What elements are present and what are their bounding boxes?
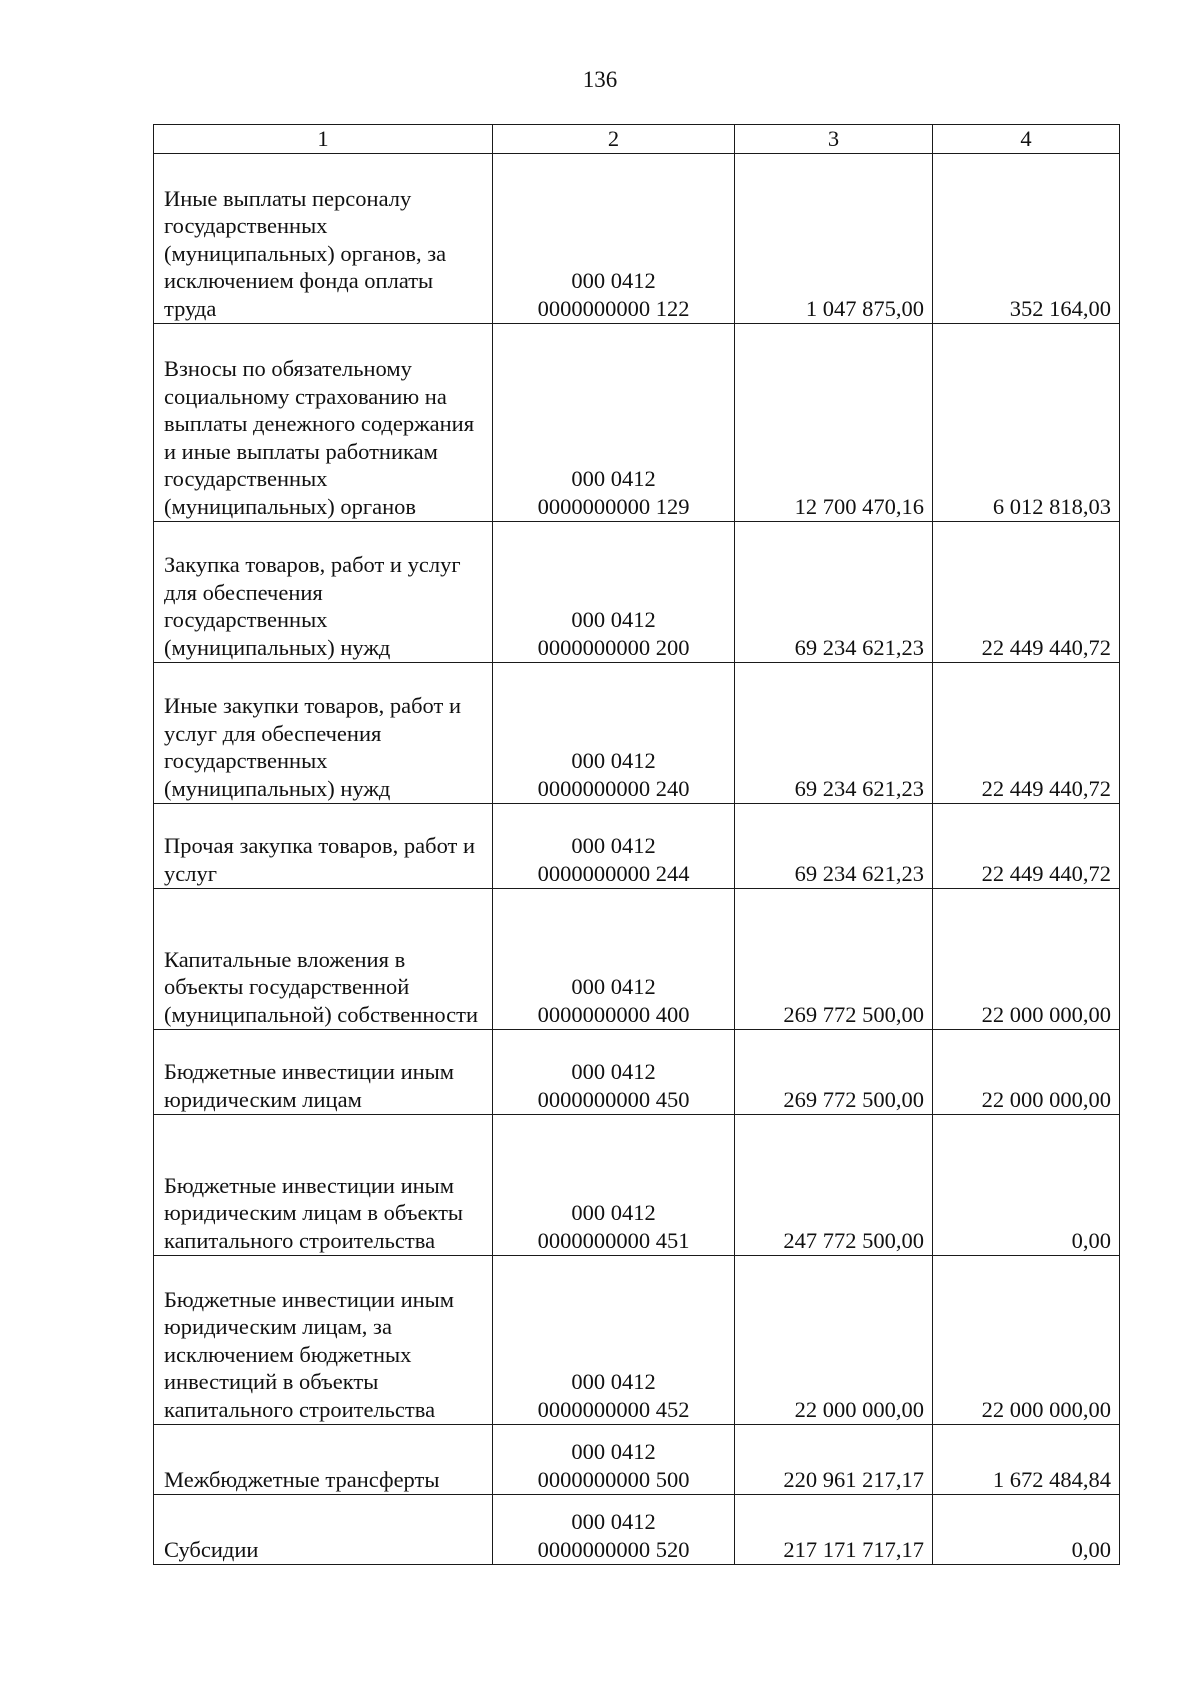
amount-col4: 6 012 818,03 <box>933 324 1120 522</box>
amount-col3: 1 047 875,00 <box>735 154 933 324</box>
header-cell-4: 4 <box>933 125 1120 154</box>
amount-col4: 22 000 000,00 <box>933 1030 1120 1115</box>
amount-col3: 220 961 217,17 <box>735 1425 933 1495</box>
table-row <box>154 804 1120 889</box>
budget-code <box>493 154 735 324</box>
expense-name: Бюджетные инвестиции иным юридическим лицам <box>154 1030 493 1115</box>
budget-table <box>153 124 1120 1565</box>
table-row <box>154 1030 1120 1115</box>
code-item: 0000000000 450 <box>537 1086 690 1112</box>
header-cell-2: 2 <box>493 125 735 154</box>
budget-code <box>493 1256 735 1425</box>
code-section: 000 0412 <box>571 1059 656 1084</box>
amount-col4: 22 000 000,00 <box>933 889 1120 1030</box>
code-item: 0000000000 240 <box>537 775 690 801</box>
table-header-row <box>154 125 1120 154</box>
amount-col4: 1 672 484,84 <box>933 1425 1120 1495</box>
table-header <box>154 125 1120 154</box>
code-section: 000 0412 <box>571 268 656 293</box>
amount-col4: 22 449 440,72 <box>933 804 1120 889</box>
budget-code <box>493 1030 735 1115</box>
header-cell-3: 3 <box>735 125 933 154</box>
expense-name: Иные выплаты персоналу государственных (муниципальных) органов, за исключением фонда оплаты труда <box>154 154 493 324</box>
budget-code <box>493 804 735 889</box>
table-row <box>154 663 1120 804</box>
table-row <box>154 324 1120 522</box>
expense-name: Капитальные вложения в объекты государственной (муниципальной) собственности <box>154 889 493 1030</box>
budget-code <box>493 1425 735 1495</box>
table-row <box>154 889 1120 1030</box>
amount-col3: 269 772 500,00 <box>735 1030 933 1115</box>
amount-col4: 22 449 440,72 <box>933 522 1120 663</box>
table-body <box>154 154 1120 1565</box>
amount-col3: 269 772 500,00 <box>735 889 933 1030</box>
expense-name: Иные закупки товаров, работ и услуг для обеспечения государственных (муниципальных) нужд <box>154 663 493 804</box>
expense-name: Бюджетные инвестиции иным юридическим лицам, за исключением бюджетных инвестиций в объекты капитального строительства <box>154 1256 493 1425</box>
page-number: 136 <box>582 67 618 92</box>
amount-col3: 69 234 621,23 <box>735 804 933 889</box>
code-section: 000 0412 <box>571 833 656 858</box>
expense-name: Взносы по обязательному социальному страхованию на выплаты денежного содержания и иные выплаты работникам государственных (муниципальных) органов <box>154 324 493 522</box>
amount-col4: 352 164,00 <box>933 154 1120 324</box>
code-section: 000 0412 <box>571 1439 656 1464</box>
table-row <box>154 1495 1120 1565</box>
table-row <box>154 1256 1120 1425</box>
code-section: 000 0412 <box>571 748 656 773</box>
header-cell-1: 1 <box>154 125 493 154</box>
code-item: 0000000000 122 <box>537 295 690 321</box>
code-item: 0000000000 129 <box>537 493 690 519</box>
code-section: 000 0412 <box>571 1200 656 1225</box>
budget-code <box>493 1495 735 1565</box>
budget-code <box>493 324 735 522</box>
budget-code <box>493 1115 735 1256</box>
amount-col4: 22 449 440,72 <box>933 663 1120 804</box>
amount-col3: 69 234 621,23 <box>735 522 933 663</box>
code-section: 000 0412 <box>571 466 656 491</box>
expense-name: Межбюджетные трансферты <box>154 1425 493 1495</box>
amount-col4: 22 000 000,00 <box>933 1256 1120 1425</box>
budget-code <box>493 522 735 663</box>
budget-code <box>493 663 735 804</box>
code-item: 0000000000 520 <box>537 1536 690 1562</box>
code-item: 0000000000 200 <box>537 634 690 660</box>
code-section: 000 0412 <box>571 1509 656 1534</box>
amount-col3: 247 772 500,00 <box>735 1115 933 1256</box>
code-item: 0000000000 451 <box>537 1227 690 1253</box>
table-row <box>154 522 1120 663</box>
amount-col3: 69 234 621,23 <box>735 663 933 804</box>
amount-col3: 22 000 000,00 <box>735 1256 933 1425</box>
table-row <box>154 1425 1120 1495</box>
code-section: 000 0412 <box>571 974 656 999</box>
code-section: 000 0412 <box>571 1369 656 1394</box>
code-item: 0000000000 244 <box>537 860 690 886</box>
expense-name: Субсидии <box>154 1495 493 1565</box>
code-section: 000 0412 <box>571 607 656 632</box>
amount-col4: 0,00 <box>933 1115 1120 1256</box>
expense-name: Закупка товаров, работ и услуг для обеспечения государственных (муниципальных) нужд <box>154 522 493 663</box>
amount-col4: 0,00 <box>933 1495 1120 1565</box>
table-row <box>154 1115 1120 1256</box>
expense-name: Бюджетные инвестиции иным юридическим лицам в объекты капитального строительства <box>154 1115 493 1256</box>
budget-code <box>493 889 735 1030</box>
code-item: 0000000000 400 <box>537 1001 690 1027</box>
table-row <box>154 154 1120 324</box>
code-item: 0000000000 500 <box>537 1466 690 1492</box>
expense-name: Прочая закупка товаров, работ и услуг <box>154 804 493 889</box>
code-item: 0000000000 452 <box>537 1396 690 1422</box>
amount-col3: 217 171 717,17 <box>735 1495 933 1565</box>
amount-col3: 12 700 470,16 <box>735 324 933 522</box>
